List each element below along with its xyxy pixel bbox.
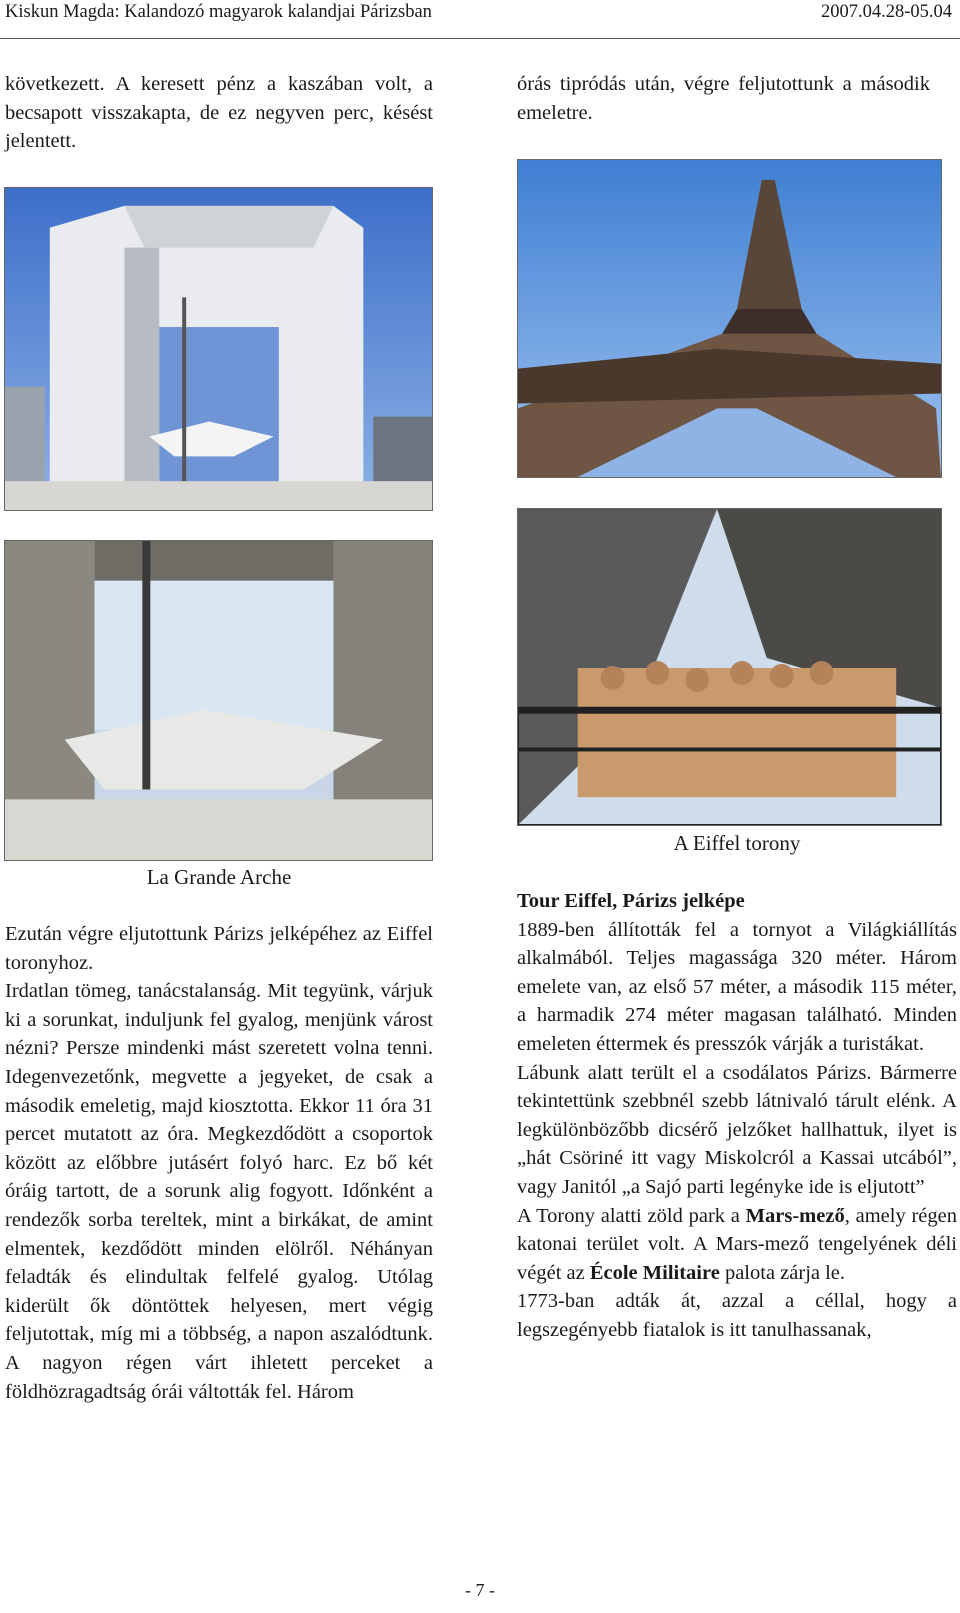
paragraph-eiffel-arrival: Ezután végre eljutottunk Párizs jelképéhez az Eiffel toronyhoz.: [5, 923, 433, 974]
section-heading: Tour Eiffel, Párizs jelképe: [517, 890, 745, 912]
paragraph-history: 1889-ben állították fel a tornyot a Világkiállítás alkalmából. Teljes magassága 320 méter. Három emelete van, az első 57 méter, a második 115 méter, a harmadik 274 méter magasan található. Minden emeleten éttermek és presszók várják a turistákat.: [517, 918, 957, 1055]
header-dates: 2007.04.28-05.04: [820, 2, 952, 22]
grande-arche-front-photo: [4, 187, 433, 511]
paragraph-queue: Irdatlan tömeg, tanácstalanság. Mit tegyünk, várjuk ki a sorunkat, induljunk fel gyalog, menjünk várost nézni? Persze mindenki mást szeretett volna tenni. Idegenvezetőnk, megvette a jegyeket, de csak a második emeletig, majd kiosztotta. Ekkor 11 óra 31 percet mutatott az óra. Megkezdődött a csoportok között az előbbre jutásért folyó harc. Ez bő két óráig tartott, de a sorunk alig fogyott. Időnként a rendezők sorba tereltek, mint a birkákat, de amint elmentek, kezdődött minden elölről. Néhányan feladták és elindultak felfelé gyalog. Utólag kiderült ők döntöttek helyesen, mert végig feljutottak, míg mi a többség, a napon aszalódtunk. A nagyon régen várt ihletett perceket a földhözragadtság órái váltották fel. Három: [5, 980, 433, 1403]
grande-arche-underside-photo: [4, 540, 433, 861]
grande-arche-caption: La Grande Arche: [146, 865, 292, 889]
page-number: - 7 -: [465, 1580, 495, 1600]
paragraph-mars-field: A Torony alatti zöld park a Mars-mező, amely régen katonai terület volt. A Mars-mező tengelyének déli végét az École Militaire palota zárja le.: [517, 1204, 957, 1284]
paragraph-view: Lábunk alatt terült el a csodálatos Párizs. Bármerre tekintettünk szebbnél szebb látnivaló tárult elénk. A legkülönbözőbb dicsérő jelzőket hallhattuk, ilyet is „hát Csöriné itt vagy Miskolcról a Kassai utcából”, vagy Janitól „a Sajó parti legényke ide is eljutott”: [517, 1061, 957, 1198]
page-header: [0, 0, 960, 39]
paragraph-1773: 1773-ban adták át, azzal a céllal, hogy a legszegényebb fiatalok is itt tanulhassanak,: [517, 1290, 957, 1341]
header-title: Kiskun Magda: Kalandozó magyarok kalandjai Párizsban: [5, 2, 432, 22]
left-body-text: [5, 920, 433, 1406]
right-top-text: órás tipródás után, végre feljutottunk a második emeletre.: [517, 73, 930, 124]
eiffel-caption: A Eiffel torony: [673, 831, 801, 855]
group-on-eiffel-photo: [517, 508, 942, 826]
eiffel-tower-photo: [517, 159, 942, 478]
left-top-text: következett. A keresett pénz a kaszában volt, a becsapott visszakapta, de ez negyven perc, késést jelentett.: [5, 73, 433, 153]
right-body-text: [517, 887, 957, 1345]
